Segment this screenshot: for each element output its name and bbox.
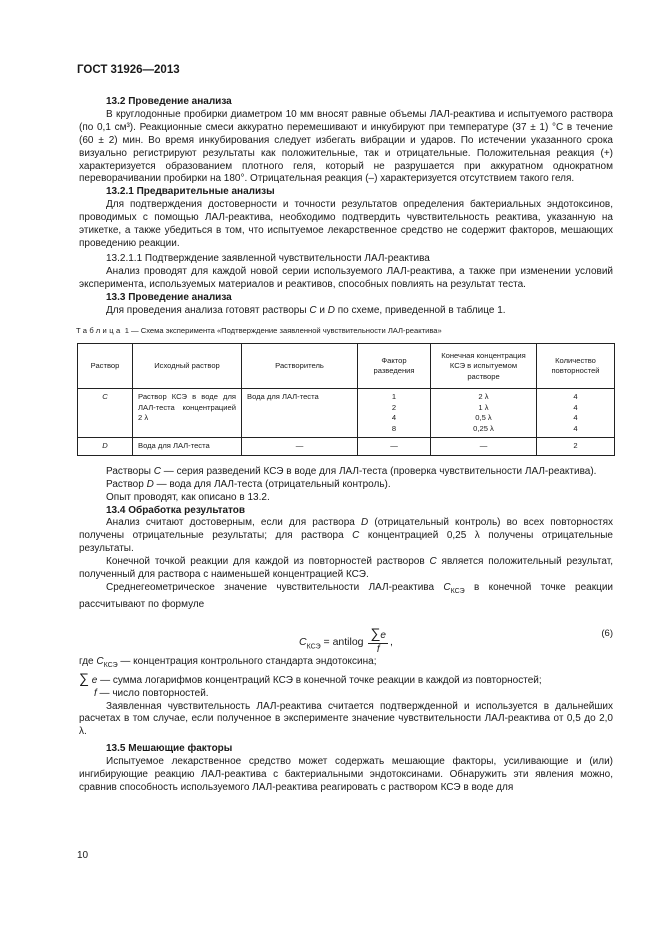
section-13-5-paragraph: Испытуемое лекарственное средство может содержать мешающие факторы, усиливающие и (или) ингибирующие реакцию ЛАЛ-реактива с бактериальными эндотоксинами. Обнаружить эти явления можно, сравнив способность используемого ЛАЛ-реактива реагировать с раствором КСЭ в воде для (79, 756, 613, 793)
formula-6 (79, 616, 613, 655)
section-13-4-paragraph-3: Среднегеометрическое значение чувствительности ЛАЛ-реактива $C_{КСЭ}$ в конечной точке реакции рассчитывают по формуле (79, 581, 613, 610)
section-13-4-paragraph-2: Конечной точкой реакции для каждой из повторностей растворов C является положительный результат, полученный для раствора с наименьшей концентрацией КСЭ. (79, 556, 613, 581)
where-line-c: где $C_{КСЭ}$ — концентрация контрольного стандарта эндотоксина; (79, 655, 377, 669)
after-table-paragraph-1: Растворы C — серия разведений КСЭ в воде для ЛАЛ-теста (проверка чувствительности ЛАЛ-реактива). (106, 465, 597, 477)
where-line-e: ∑ e — сумма логарифмов концентраций КСЭ в конечной точке реакции в каждой из повторностей; (79, 669, 542, 686)
header-cell: Растворитель (242, 344, 358, 389)
page-header: ГОСТ 31926—2013 (77, 64, 180, 76)
header-cell: Фактор разведения (358, 344, 431, 389)
page-number: 10 (77, 850, 89, 861)
document-body (76, 96, 613, 795)
cell-source: Раствор КСЭ в воде для ЛАЛ-теста концентрацией 2 λ (133, 389, 242, 438)
header-cell: Конечная концентрация КСЭ в испытуемом растворе (431, 344, 537, 389)
cell-solution: C (78, 389, 133, 438)
section-13-2-heading: 13.2 Проведение анализа (106, 96, 232, 107)
cell-solution: D (78, 438, 133, 456)
section-13-5-heading: 13.5 Мешающие факторы (106, 743, 233, 755)
after-table-paragraph-3: Опыт проводят, как описано в 13.2. (106, 491, 270, 503)
formula-expression: $C_{КСЭ}$ = antilog $\frac{\sum e}{f}$ , (299, 624, 393, 655)
section-13-4-heading: 13.4 Обработка результатов (106, 504, 246, 516)
section-13-2-1-heading: 13.2.1 Предварительные анализы (106, 186, 275, 198)
section-13-4-paragraph-4: Заявленная чувствительность ЛАЛ-реактива считается подтвержденной и используется в дальнейших расчетах в том случае, если полученное в эксперименте значение чувствительности ЛАЛ-реактива от 0,5 до 2,0 λ. (79, 700, 613, 738)
cell-solvent: — (242, 438, 358, 456)
section-13-2-paragraph: В круглодонные пробирки диаметром 10 мм вносят равные объемы ЛАЛ-реактива и испытуемого раствора (по 0,1 см³). Реакционные смеси аккуратно перемешивают и инкубируют при температуре (37 ± 1) °С в течение (60 ± 2) мин. Во время инкубирования следует избегать вибрации и ударов. По истечении указанного срока визуально регистрируют результаты как положительные, так и отрицательные. Положительная реакция (+) характеризуется образованием плотного геля, который не разрушается при аккуратном однократном переворачивании пробирки на 180°. Отрицательная реакция (–) характеризуется отсутствием такого геля. (79, 108, 613, 185)
header-cell: Количество повторностей (537, 344, 615, 389)
where-line-f: f — число повторностей. (94, 687, 209, 699)
formula-number: (6) (601, 627, 613, 639)
table-caption: Таблица 1 — Схема эксперимента «Подтверждение заявленной чувствительности ЛАЛ-реактива» (76, 326, 442, 336)
header-cell: Исходный раствор (133, 344, 242, 389)
section-13-2-1-1-paragraph: Анализ проводят для каждой новой серии используемого ЛАЛ-реактива, а также при изменении условий эксперимента, используемых материалов и реактивов, способных повлиять на результат теста. (79, 265, 613, 290)
cell-concentration: 2 λ 1 λ 0,5 λ 0,25 λ (431, 389, 537, 438)
cell-source: Вода для ЛАЛ-теста (133, 438, 242, 456)
table-row (78, 389, 615, 438)
table-row (78, 438, 615, 456)
section-13-2-1-paragraph: Для подтверждения достоверности и точности результатов определения бактериальных эндотоксинов, проводимых с помощью ЛАЛ-реактива, необходимо подтвердить чувствительность реактива, указанную на этикетке, а также убедиться в том, что испытуемое лекарственное средство не содержит факторов, мешающих проведению реакции. (79, 199, 613, 249)
section-13-4-paragraph-1: Анализ считают достоверным, если для раствора D (отрицательный контроль) во всех повторностях получены отрицательные результаты; для раствора C концентрацией 0,25 λ получены отрицательные результаты. (79, 517, 613, 555)
cell-factor: 1 2 4 8 (358, 389, 431, 438)
after-table-paragraph-2: Раствор D — вода для ЛАЛ-теста (отрицательный контроль). (106, 478, 391, 490)
formula-fraction: $\frac{\sum e}{f}$ (370, 624, 386, 655)
cell-concentration: — (431, 438, 537, 456)
section-13-3-heading: 13.3 Проведение анализа (106, 291, 232, 303)
table-header-row (78, 344, 615, 389)
experiment-table (77, 343, 615, 456)
cell-replicates: 2 (537, 438, 615, 456)
header-cell: Раствор (78, 344, 133, 389)
cell-factor: — (358, 438, 431, 456)
cell-replicates: 4 4 4 4 (537, 389, 615, 438)
cell-solvent: Вода для ЛАЛ-теста (242, 389, 358, 438)
section-13-3-paragraph: Для проведения анализа готовят растворы C и D по схеме, приведенной в таблице 1. (106, 304, 506, 316)
section-13-2-1-1-heading: 13.2.1.1 Подтверждение заявленной чувствительности ЛАЛ-реактива (106, 252, 430, 264)
